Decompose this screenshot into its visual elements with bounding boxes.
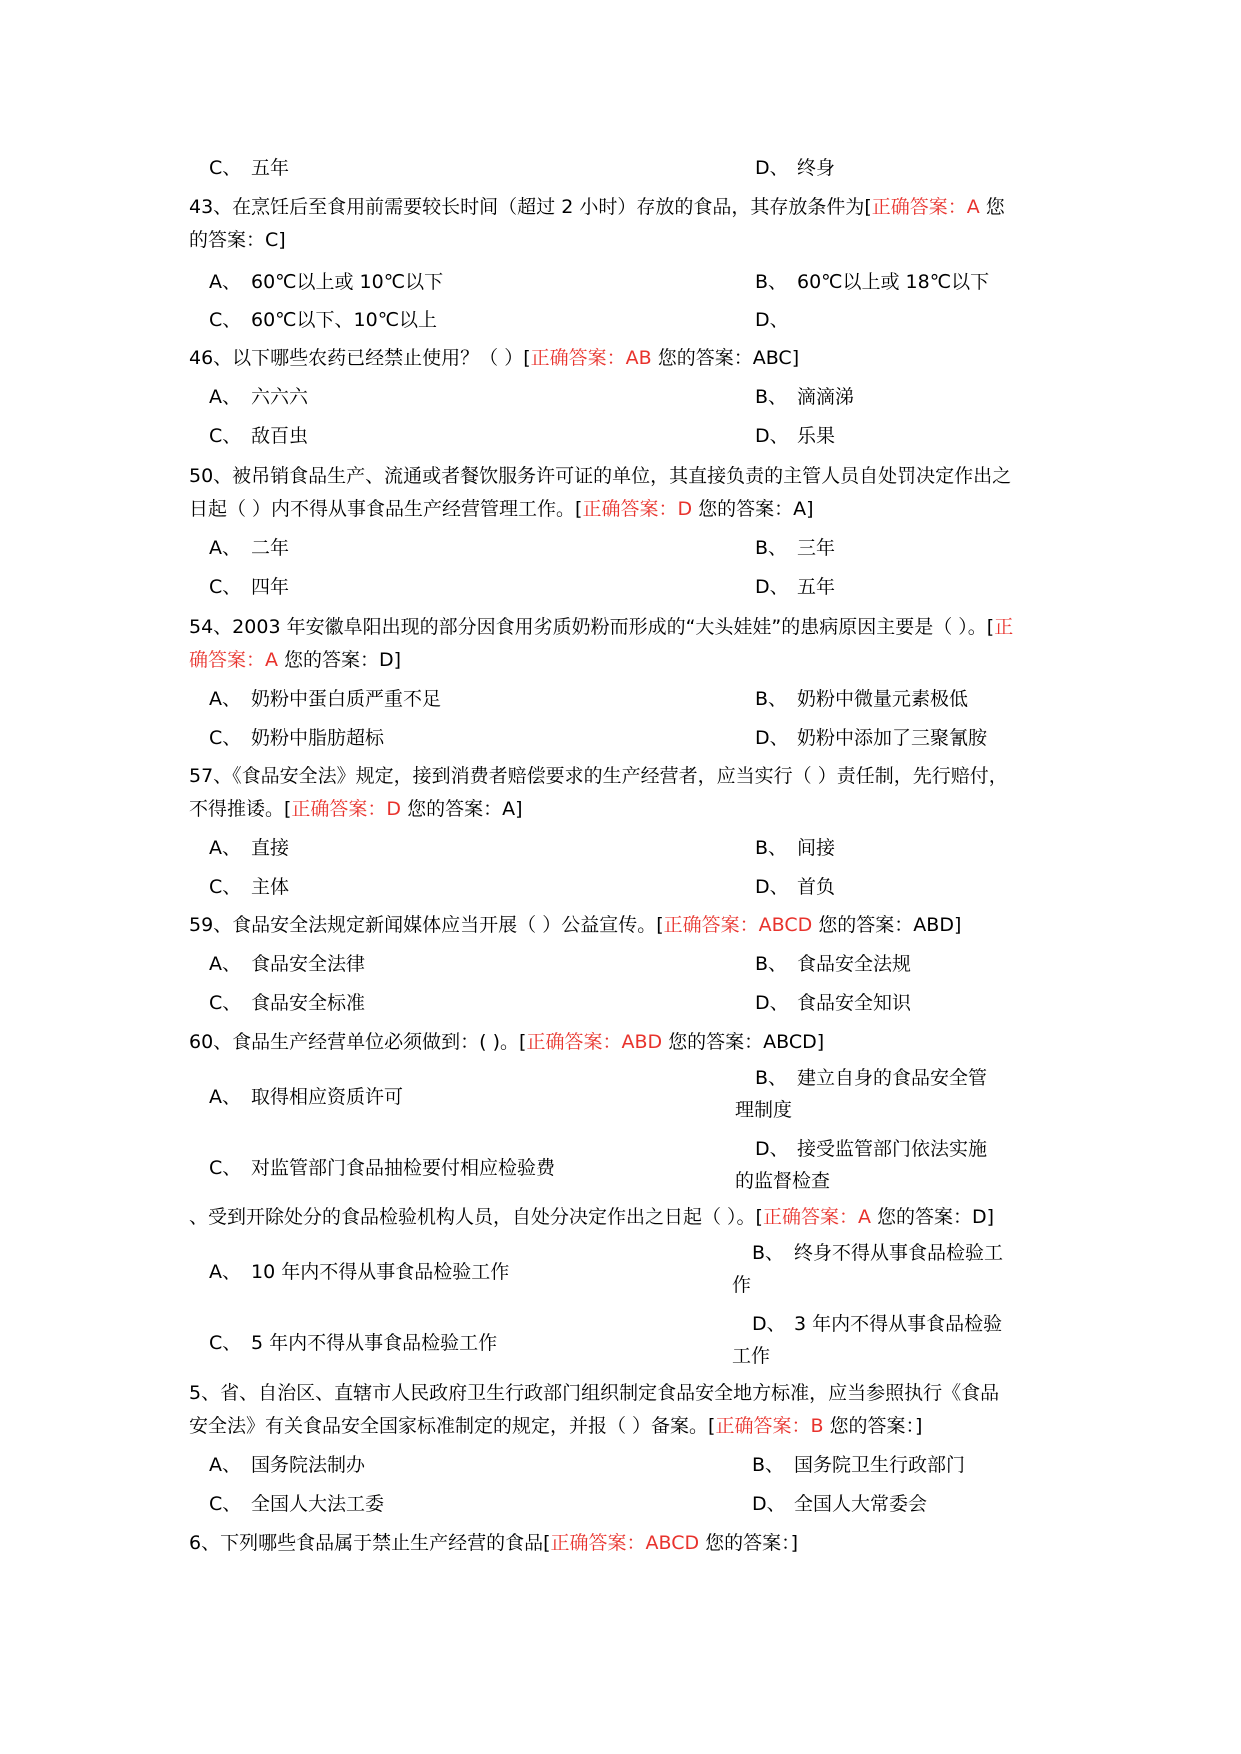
option-a: A、 国务院法制办	[209, 1454, 366, 1476]
option-b: B、 三年	[755, 537, 836, 559]
option-b: B、 60℃以上或 18℃以下	[755, 271, 990, 293]
option-d: D、	[755, 309, 789, 331]
option-c: C、 主体	[209, 876, 290, 898]
option-d: D、 终身	[755, 157, 836, 179]
option-b: B、 国务院卫生行政部门	[752, 1454, 966, 1476]
correct-answer: 正确答案：ABCD	[550, 1532, 700, 1554]
option-d-cont: 的监督检查	[735, 1170, 831, 1192]
correct-answer: 正确答案：A	[762, 1206, 871, 1228]
option-d: D、 接受监管部门依法实施	[755, 1138, 988, 1160]
question-5-stem-cont: 安全法》有关食品安全国家标准制定的规定，并报（ ）备案。[正确答案：B 您的答案：]	[189, 1415, 923, 1437]
option-a: A、 奶粉中蛋白质严重不足	[209, 688, 442, 710]
option-c: C、 敌百虫	[209, 425, 309, 447]
option-a: A、 60℃以上或 10℃以下	[209, 271, 444, 293]
question-50-stem: 50、被吊销食品生产、流通或者餐饮服务许可证的单位，其直接负责的主管人员自处罚决定作出之	[189, 465, 1012, 487]
question-57-stem: 57、《食品安全法》规定，接到消费者赔偿要求的生产经营者，应当实行（ ）责任制，先行赔付，	[189, 765, 1008, 787]
option-c: C、 5 年内不得从事食品检验工作	[209, 1332, 498, 1354]
question-50-stem-cont: 日起（ ）内不得从事食品生产经营管理工作。[正确答案：D 您的答案：A]	[189, 498, 814, 520]
option-d: D、 奶粉中添加了三聚氰胺	[755, 727, 988, 749]
correct-answer: 正确答案：ABCD	[663, 914, 813, 936]
question-60-stem: 60、食品生产经营单位必须做到：( )。[正确答案：ABD 您的答案：ABCD]	[189, 1031, 825, 1053]
option-b-cont: 理制度	[735, 1099, 793, 1121]
question-43-stem: 43、在烹饪后至食用前需要较长时间（超过 2 小时）存放的食品，其存放条件为[正确答案：A 您	[189, 196, 1005, 218]
option-c: C、 食品安全标准	[209, 992, 366, 1014]
correct-answer: 确答案：A	[189, 649, 278, 671]
option-d: D、 3 年内不得从事食品检验	[752, 1313, 1003, 1335]
option-d-cont: 工作	[732, 1345, 771, 1367]
option-b: B、 奶粉中微量元素极低	[755, 688, 969, 710]
question-54-stem: 54、2003 年安徽阜阳出现的部分因食用劣质奶粉而形成的“大头娃娃”的患病原因主要是（ ）。[正	[189, 616, 1014, 638]
correct-answer: 正确答案：B	[715, 1415, 824, 1437]
option-a: A、 取得相应资质许可	[209, 1086, 404, 1108]
option-b-cont: 作	[732, 1274, 752, 1296]
option-c: C、 奶粉中脂肪超标	[209, 727, 385, 749]
option-d: D、 首负	[755, 876, 836, 898]
option-c: C、 全国人大法工委	[209, 1493, 385, 1515]
option-d: D、 食品安全知识	[755, 992, 912, 1014]
option-b: B、 间接	[755, 837, 836, 859]
question-46-stem: 46、以下哪些农药已经禁止使用？（ ）[正确答案：AB 您的答案：ABC]	[189, 347, 800, 369]
option-b: B、 终身不得从事食品检验工	[752, 1242, 1004, 1264]
correct-answer: 正确答案：ABD	[526, 1031, 663, 1053]
correct-answer: 正	[994, 616, 1014, 638]
option-a: A、 10 年内不得从事食品检验工作	[209, 1261, 510, 1283]
question-dismissal-stem: 、受到开除处分的食品检验机构人员，自处分决定作出之日起（ ）。[正确答案：A 您的答案：D]	[189, 1206, 995, 1228]
correct-answer: 正确答案：D	[291, 798, 402, 820]
correct-answer: 正确答案：A	[871, 196, 980, 218]
option-c: C、 五年	[209, 157, 290, 179]
option-a: A、 六六六	[209, 386, 309, 408]
option-d: D、 乐果	[755, 425, 836, 447]
option-c: C、 对监管部门食品抽检要付相应检验费	[209, 1157, 556, 1179]
option-d: D、 五年	[755, 576, 836, 598]
option-a: A、 直接	[209, 837, 290, 859]
option-b: B、 滴滴涕	[755, 386, 855, 408]
option-a: A、 食品安全法律	[209, 953, 366, 975]
correct-answer: 正确答案：D	[582, 498, 693, 520]
option-c: C、 四年	[209, 576, 290, 598]
option-d: D、 全国人大常委会	[752, 1493, 928, 1515]
question-54-stem-cont: 确答案：A 您的答案：D]	[189, 649, 402, 671]
option-b: B、 建立自身的食品安全管	[755, 1067, 988, 1089]
question-43-stem-cont: 的答案：C]	[189, 229, 286, 251]
question-6-stem: 6、下列哪些食品属于禁止生产经营的食品[正确答案：ABCD 您的答案：]	[189, 1532, 799, 1554]
question-57-stem-cont: 不得推诿。[正确答案：D 您的答案：A]	[189, 798, 523, 820]
option-a: A、 二年	[209, 537, 290, 559]
option-c: C、 60℃以下、10℃以上	[209, 309, 438, 331]
option-b: B、 食品安全法规	[755, 953, 912, 975]
question-59-stem: 59、食品安全法规定新闻媒体应当开展（ ）公益宣传。[正确答案：ABCD 您的答案：ABD]	[189, 914, 962, 936]
correct-answer: 正确答案：AB	[530, 347, 652, 369]
question-5-stem: 5、省、自治区、直辖市人民政府卫生行政部门组织制定食品安全地方标准，应当参照执行《食品	[189, 1382, 1000, 1404]
